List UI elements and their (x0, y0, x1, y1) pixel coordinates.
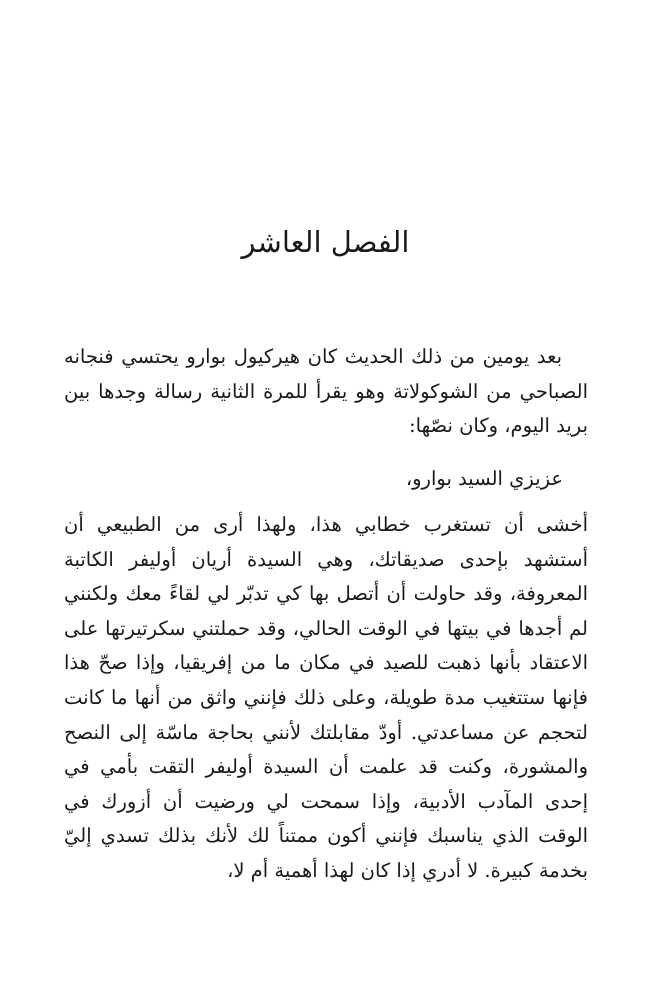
letter-salutation: عزيزي السيد بوارو، (405, 467, 563, 490)
intro-paragraph: بعد يومين من ذلك الحديث كان هيركيول بوارو يحتسي فنجانه الصباحي من الشوكولاتة وهو يقرأ للمرة الثانية رسالة وجدها بين بريد اليوم، وكان نصّها: (64, 345, 588, 438)
letter-body-paragraph: أخشى أن تستغرب خطابي هذا، ولهذا أرى من الطبيعي أن أستشهد بإحدى صديقاتك، وهي السيدة أريان أوليفر الكاتبة المعروفة، وقد حاولت أن أتصل بها كي تدبّر لي لقاءً معك ولكنني لم أجدها في بيتها في الوقت الحالي، وقد حملتني سكرتيرتها على الاعتقاد بأنها ذهبت للصيد في مكان ما من إفريقيا، وإذا صحّ هذا فإنها ستتغيب مدة طويلة، وعلى ذلك فإنني واثق من أنها ما كانت لتحجم عن مساعدتي. أودّ مقابلتك لأنني بحاجة ماسّة إلى النصح والمشورة، وكنت قد علمت أن السيدة أوليفر التقت بأمي في إحدى المآدب الأدبية، وإذا سمحت لي ورضيت أن أزورك في الوقت الذي يناسبك فإنني أكون ممتناً لك لأنك بذلك تسدي إليّ بخدمة كبيرة. لا أدري إذا كان لهذا أهمية أم لا، (64, 513, 588, 882)
chapter-title: الفصل العاشر (241, 225, 410, 259)
